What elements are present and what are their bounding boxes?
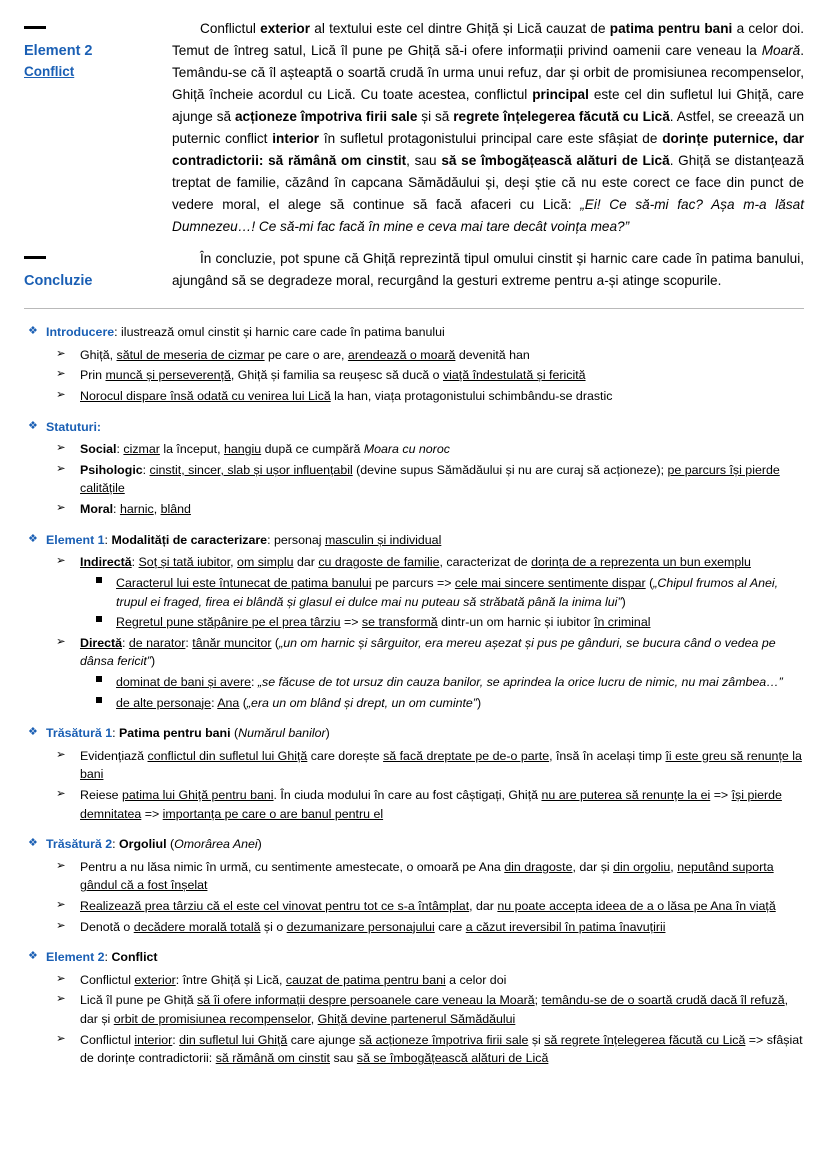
square-bullet-icon <box>96 616 102 622</box>
outline-item-level2 <box>24 858 804 895</box>
outline-region <box>24 323 804 1068</box>
outline-item-text: Conflictul exterior: între Ghiță și Lică, cauzat de patima pentru bani a celor doi <box>80 972 507 987</box>
dash-marker-icon <box>24 256 46 259</box>
outline-group <box>24 724 804 823</box>
outline-item-level1 <box>24 531 804 550</box>
outline-item-level3 <box>24 673 804 692</box>
arrow-bullet-icon: ➢ <box>56 917 66 932</box>
outline-item-level2 <box>24 346 804 365</box>
outline-item-level1 <box>24 835 804 854</box>
outline-item-text: Caracterul lui este întunecat de patima banului pe parcurs => cele mai sincere sentimente dispar („Chipul frumos al Anei, trupul ei fraged, firea ei blândă și glasul ei dulce mai nu puteau să străbată până la inima lui”) <box>116 575 779 609</box>
outline-group <box>24 531 804 712</box>
outline-group <box>24 323 804 405</box>
square-bullet-icon <box>96 676 102 682</box>
square-bullet-icon <box>96 697 102 703</box>
outline-heading-label: Element 1 <box>46 532 105 547</box>
arrow-bullet-icon: ➢ <box>56 746 66 761</box>
outline-item-text: Ghiță, sătul de meseria de cizmar pe care o are, arendează o moară devenită han <box>80 347 530 362</box>
diamond-bullet-icon: ❖ <box>28 726 38 739</box>
outline-item-level1 <box>24 418 804 437</box>
outline-item-text: Evidențiază conflictul din sufletul lui Ghiță care dorește să facă dreptate pe de-o parte, însă în același timp îi este greu să renunțe la bani <box>80 748 802 782</box>
essay-gutter <box>24 18 172 82</box>
outline-item-level2 <box>24 461 804 498</box>
arrow-bullet-icon: ➢ <box>56 991 66 1006</box>
outline-heading-rest: : Orgoliul (Omorârea Anei) <box>112 837 262 852</box>
outline-item-text: Denotă o decădere morală totală și o dezumanizare personajului care a căzut ireversibil în patima înavuțirii <box>80 919 666 934</box>
arrow-bullet-icon: ➢ <box>56 857 66 872</box>
outline-group <box>24 948 804 1068</box>
arrow-bullet-icon: ➢ <box>56 970 66 985</box>
outline-item-level1 <box>24 323 804 342</box>
outline-heading-label: Element 2 <box>46 950 105 965</box>
diamond-bullet-icon: ❖ <box>28 325 38 338</box>
outline-item-level2 <box>24 918 804 937</box>
arrow-bullet-icon: ➢ <box>56 1030 66 1045</box>
outline-item-level2 <box>24 786 804 823</box>
outline-item-level2 <box>24 440 804 459</box>
outline-item-text: Realizează prea târziu că el este cel vinovat pentru tot ce s-a întâmplat, dar nu poate accepta ideea de a o lăsa pe Ana în viață <box>80 899 776 914</box>
outline-heading-rest: : Conflict <box>104 950 158 965</box>
outline-item-text: dominat de bani și avere: „se făcuse de tot ursuz din cauza banilor, se aprindea la orice lucru de nimic, nu mai zâmbea…” <box>116 674 783 689</box>
outline-item-level3 <box>24 694 804 713</box>
outline-item-level2 <box>24 366 804 385</box>
outline-item-level3 <box>24 574 804 611</box>
arrow-bullet-icon: ➢ <box>56 785 66 800</box>
outline-item-text: Norocul dispare însă odată cu venirea lui Lică la han, viața protagonistului schimbându-se drastic <box>80 389 613 404</box>
outline-heading-label: Statuturi: <box>46 419 102 434</box>
outline-item-level2 <box>24 500 804 519</box>
outline-item-level2 <box>24 387 804 406</box>
outline-item-level3 <box>24 613 804 632</box>
outline-item-text: Conflictul interior: din sufletul lui Ghiță care ajunge să acționeze împotriva firii sale și să regrete înțelegerea făcută cu Lică => sfâșiat de dorințe contradictorii: să rămână om cinstit sau să se îmbogățească alături de Lică <box>80 1032 803 1066</box>
outline-item-text: Reiese patima lui Ghiță pentru bani. În ciuda modului în care au fost câștigați, Ghiță nu are puterea să renunțe la ei => își pierde demnitatea => importanța pe care o are banul pentru el <box>80 787 782 821</box>
essay-region <box>24 18 804 292</box>
outline-item-text: Lică îl pune pe Ghiță să îi ofere informații despre persoanele care veneau la Moară; temându-se de o soartă crudă dacă îl refuză, dar și orbit de promisiunea recompenselor, Ghiță devine partenerul Sămădăului <box>80 993 789 1027</box>
outline-group <box>24 418 804 519</box>
outline-item-text: Social: cizmar la început, hangiu după ce cumpără Moara cu noroc <box>80 442 450 457</box>
outline-item-level2 <box>24 553 804 572</box>
diamond-bullet-icon: ❖ <box>28 532 38 545</box>
diamond-bullet-icon: ❖ <box>28 950 38 963</box>
outline-heading-rest: : Patima pentru bani (Numărul banilor) <box>112 726 330 741</box>
arrow-bullet-icon: ➢ <box>56 387 66 402</box>
essay-paragraph: În concluzie, pot spune că Ghiță reprezintă tipul omului cinstit și harnic care cade în patima banului, ajungând să se degradeze moral, recurgând la gesturi extreme pentru a-și atinge scopurile. <box>172 251 804 289</box>
outline-item-text: Prin muncă și perseverență, Ghiță și familia sa reușesc să ducă o viață îndestulată și fericită <box>80 368 586 383</box>
outline-item-text: de alte personaje: Ana („era un om blând și drept, un om cuminte”) <box>116 695 482 710</box>
outline-item-level2 <box>24 897 804 916</box>
outline-item-level2 <box>24 991 804 1028</box>
outline-item-text: Directă: de narator: tânăr muncitor („un om harnic și sârguitor, era mereu așezat și pus pe gânduri, se bucura când o vedea pe dânsa fericit”) <box>80 635 776 669</box>
section-divider <box>24 308 804 309</box>
arrow-bullet-icon: ➢ <box>56 366 66 381</box>
outline-heading-label: Trăsătură 2 <box>46 837 113 852</box>
arrow-bullet-icon: ➢ <box>56 345 66 360</box>
outline-heading-rest: : Modalități de caracterizare: personaj masculin și individual <box>104 532 442 547</box>
arrow-bullet-icon: ➢ <box>56 440 66 455</box>
essay-section-label: Concluzie <box>24 273 93 290</box>
outline-item-level2 <box>24 971 804 990</box>
outline-item-level1 <box>24 724 804 743</box>
outline-item-text: Indirectă: Soț și tată iubitor, om simplu dar cu dragoste de familie, caracterizat de dorința de a reprezenta un bun exemplu <box>80 555 751 570</box>
essay-section-sublabel: Conflict <box>24 64 75 80</box>
essay-block <box>24 248 804 292</box>
essay-paragraph: Conflictul exterior al textului este cel dintre Ghiță și Lică cauzat de patima pentru bani a celor doi. Temut de întreg satul, Lică îl pune pe Ghiță să-i ofere informații privind oamenii care veneau la Moară. Temându-se că îl așteaptă o soartă crudă în urma unui refuz, dar și orbit de promisiunea recompenselor, Ghiță încheie acordul cu Lică. Cu toate acestea, conflictul principal este cel din sufletul lui Ghiță, care ajunge să acționeze împotriva firii sale și să regrete înțelegerea făcută cu Lică. Astfel, se creează un puternic conflict interior în sufletul protagonistului principal care este sfâșiat de dorințe puternice, dar contradictorii: să rămână om cinstit, sau să se îmbogățească alături de Lică. Ghiță se distanțează treptat de familie, căzând în capcana Sămădăului și, deși știe că nu este corect ce face din punct de vedere moral, el alege să continue să facă afaceri cu Lică: „Ei! Ce să-mi fac? Așa m-a lăsat Dumnezeu…! Ce să-mi fac facă în mine e ceva mai tare decât voința mea?” <box>172 21 805 235</box>
arrow-bullet-icon: ➢ <box>56 500 66 515</box>
arrow-bullet-icon: ➢ <box>56 460 66 475</box>
arrow-bullet-icon: ➢ <box>56 633 66 648</box>
outline-item-text: Regretul pune stăpânire pe el prea târziu => se transformă dintr-un om harnic și iubitor în criminal <box>116 615 651 630</box>
essay-section-label: Element 2 <box>24 43 93 59</box>
diamond-bullet-icon: ❖ <box>28 837 38 850</box>
outline-item-text: Pentru a nu lăsa nimic în urmă, cu sentimente amestecate, o omoară pe Ana din dragoste, dar și din orgoliu, neputând suporta gândul că a fost înșelat <box>80 859 774 893</box>
outline-item-level2 <box>24 747 804 784</box>
outline-item-level2 <box>24 1031 804 1068</box>
arrow-bullet-icon: ➢ <box>56 897 66 912</box>
outline-group <box>24 835 804 936</box>
outline-item-text: Psihologic: cinstit, sincer, slab și ușor influențabil (devine supus Sămădăului și nu are curaj să acționeze); pe parcurs își pierde calitățile <box>80 462 780 496</box>
outline-item-level1 <box>24 948 804 967</box>
outline-item-text: Moral: harnic, blând <box>80 502 191 517</box>
arrow-bullet-icon: ➢ <box>56 553 66 568</box>
square-bullet-icon <box>96 577 102 583</box>
essay-gutter <box>24 248 172 292</box>
essay-block <box>24 18 804 238</box>
outline-item-level2 <box>24 634 804 671</box>
dash-marker-icon <box>24 26 46 29</box>
diamond-bullet-icon: ❖ <box>28 419 38 432</box>
outline-heading-rest: : ilustrează omul cinstit și harnic care cade în patima banului <box>114 325 445 340</box>
outline-heading-label: Trăsătură 1 <box>46 726 113 741</box>
outline-heading-label: Introducere <box>46 325 115 340</box>
